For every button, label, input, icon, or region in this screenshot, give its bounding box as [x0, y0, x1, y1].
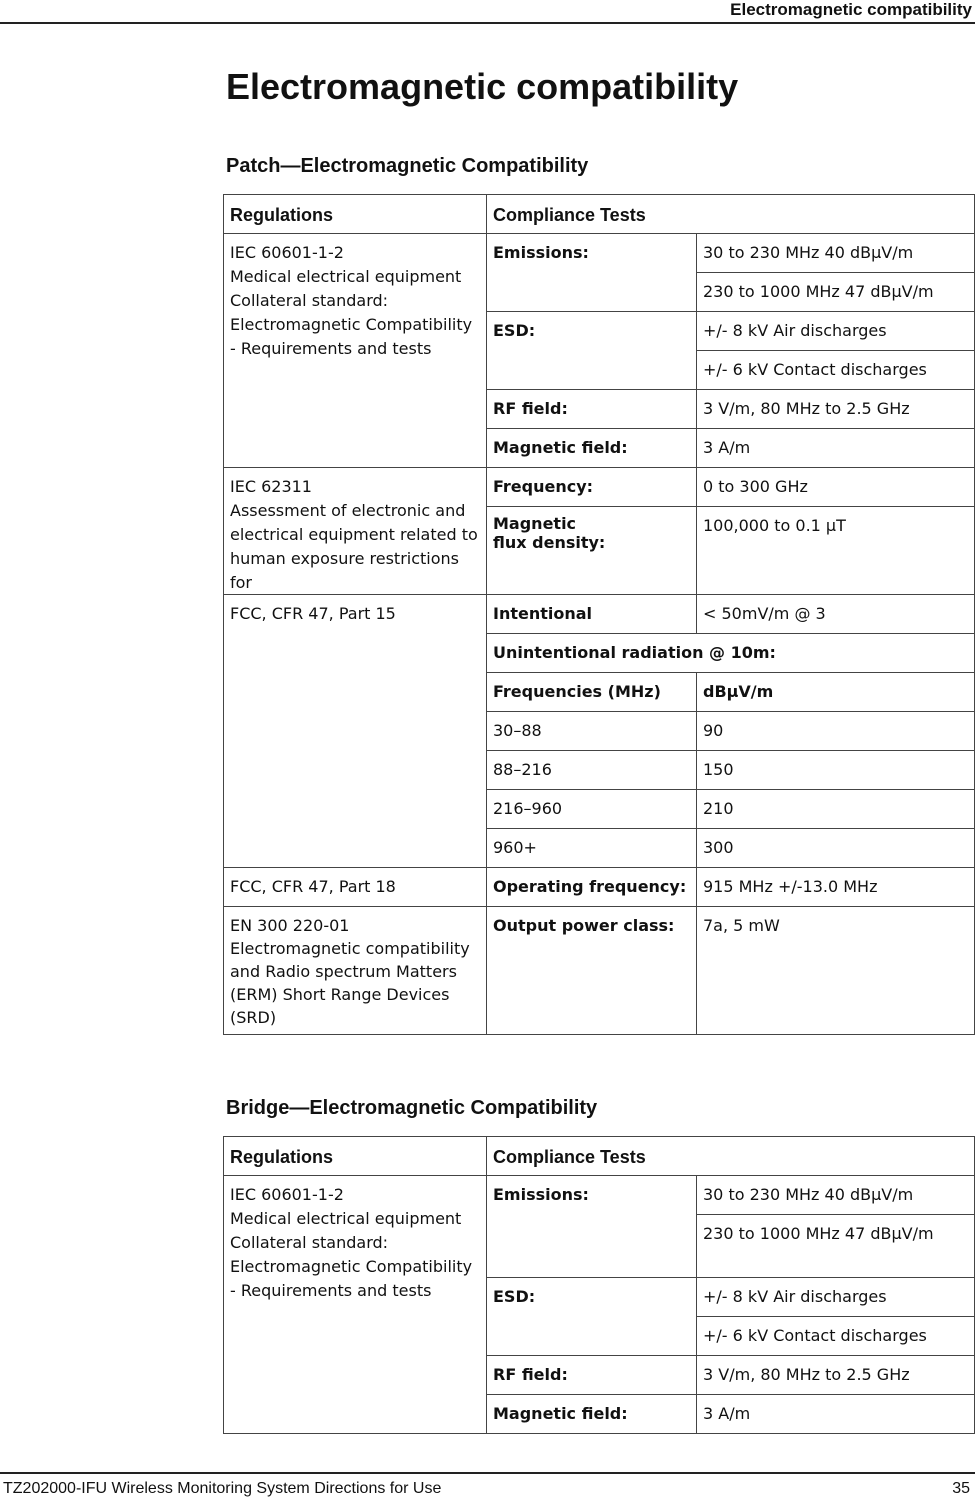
test-label: ESD: [487, 1278, 697, 1356]
test-label: Unintentional radiation @ 10m: [487, 634, 975, 673]
test-label: Output power class: [487, 907, 697, 1035]
test-label: Intentional [487, 595, 697, 634]
running-header: Electromagnetic compatibility [730, 0, 972, 19]
subheader-unit: dBμV/m [697, 673, 975, 712]
test-label: RF field: [487, 1356, 697, 1395]
test-label: Magnetic field: [487, 429, 697, 468]
test-label: Operating frequency: [487, 868, 697, 907]
page-number: 35 [952, 1480, 970, 1497]
limit-value: 210 [697, 790, 975, 829]
regulation-cell [224, 234, 487, 468]
regulation-code: IEC 62311 [230, 477, 312, 496]
test-value: 3 V/m, 80 MHz to 2.5 GHz [697, 1356, 975, 1395]
subheader-frequencies: Frequencies (MHz) [487, 673, 697, 712]
regulation-cell [224, 1176, 487, 1434]
regulation-description-2: - Requirements and tests [230, 339, 432, 358]
table-row [224, 234, 975, 273]
test-label: Emissions: [487, 1176, 697, 1278]
test-label [487, 507, 697, 595]
col-header-regulations: Regulations [224, 1137, 487, 1176]
header-rule [0, 22, 975, 24]
regulation-code: IEC 60601-1-2 [230, 1185, 344, 1204]
footer-rule [0, 1472, 975, 1474]
test-value: < 50mV/m @ 3 [697, 595, 975, 634]
frequency-range: 30–88 [487, 712, 697, 751]
test-value: 0 to 300 GHz [697, 468, 975, 507]
test-value: 230 to 1000 MHz 47 dBμV/m [697, 1215, 975, 1278]
test-label: RF field: [487, 390, 697, 429]
table-row [224, 1176, 975, 1215]
table-header-row [224, 1137, 975, 1176]
footer-document-title: TZ202000-IFU Wireless Monitoring System Directions for Use [3, 1480, 442, 1497]
patch-emc-table [223, 194, 975, 1035]
regulation-description: Medical electrical equipment Collateral standard: Electromagnetic Compatibility [230, 267, 473, 334]
bridge-emc-table [223, 1136, 975, 1434]
regulation-code: EN 300 220-01 [230, 916, 350, 935]
limit-value: 90 [697, 712, 975, 751]
flux-label-line-2: flux density: [493, 533, 606, 553]
test-value: 230 to 1000 MHz 47 dBμV/m [697, 273, 975, 312]
regulation-cell [224, 868, 487, 907]
test-value: 30 to 230 MHz 40 dBμV/m [697, 234, 975, 273]
regulation-code: FCC, CFR 47, Part 15 [230, 604, 396, 623]
test-label: Magnetic field: [487, 1395, 697, 1434]
test-value: +/- 8 kV Air discharges [697, 312, 975, 351]
table-header-row [224, 195, 975, 234]
test-label: Emissions: [487, 234, 697, 312]
regulation-code: IEC 60601-1-2 [230, 243, 344, 262]
regulation-description-2: - Requirements and tests [230, 1281, 432, 1300]
table-row [224, 907, 975, 1035]
test-value: 100,000 to 0.1 μT [697, 507, 975, 595]
frequency-range: 216–960 [487, 790, 697, 829]
test-value: 30 to 230 MHz 40 dBμV/m [697, 1176, 975, 1215]
test-value: +/- 6 kV Contact discharges [697, 1317, 975, 1356]
regulation-cell [224, 595, 487, 868]
table-row [224, 595, 975, 634]
regulation-cell [224, 907, 487, 1035]
test-value: 915 MHz +/-13.0 MHz [697, 868, 975, 907]
frequency-range: 88–216 [487, 751, 697, 790]
patch-section-title: Patch—Electromagnetic Compatibility [226, 155, 589, 177]
test-value: 3 A/m [697, 429, 975, 468]
frequency-range: 960+ [487, 829, 697, 868]
test-value: +/- 6 kV Contact discharges [697, 351, 975, 390]
limit-value: 300 [697, 829, 975, 868]
table-row [224, 468, 975, 507]
col-header-compliance-tests: Compliance Tests [487, 195, 975, 234]
regulation-cell [224, 468, 487, 595]
regulation-description: Electromagnetic compatibility and Radio spectrum Matters (ERM) Short Range Devices (SRD) [230, 939, 470, 1027]
test-value: 7a, 5 mW [697, 907, 975, 1035]
regulation-description: Assessment of electronic and electrical equipment related to human exposure restrictions for [230, 501, 478, 592]
flux-label-line-1: Magnetic [493, 514, 577, 534]
regulation-description: Medical electrical equipment Collateral standard: Electromagnetic Compatibility [230, 1209, 473, 1276]
bridge-section-title: Bridge—Electromagnetic Compatibility [226, 1097, 598, 1119]
test-label: Frequency: [487, 468, 697, 507]
page-title: Electromagnetic compatibility [226, 66, 739, 107]
col-header-compliance-tests: Compliance Tests [487, 1137, 975, 1176]
limit-value: 150 [697, 751, 975, 790]
col-header-regulations: Regulations [224, 195, 487, 234]
test-value: +/- 8 kV Air discharges [697, 1278, 975, 1317]
regulation-code: FCC, CFR 47, Part 18 [230, 877, 396, 896]
test-label: ESD: [487, 312, 697, 390]
test-value: 3 A/m [697, 1395, 975, 1434]
test-value: 3 V/m, 80 MHz to 2.5 GHz [697, 390, 975, 429]
table-row [224, 868, 975, 907]
